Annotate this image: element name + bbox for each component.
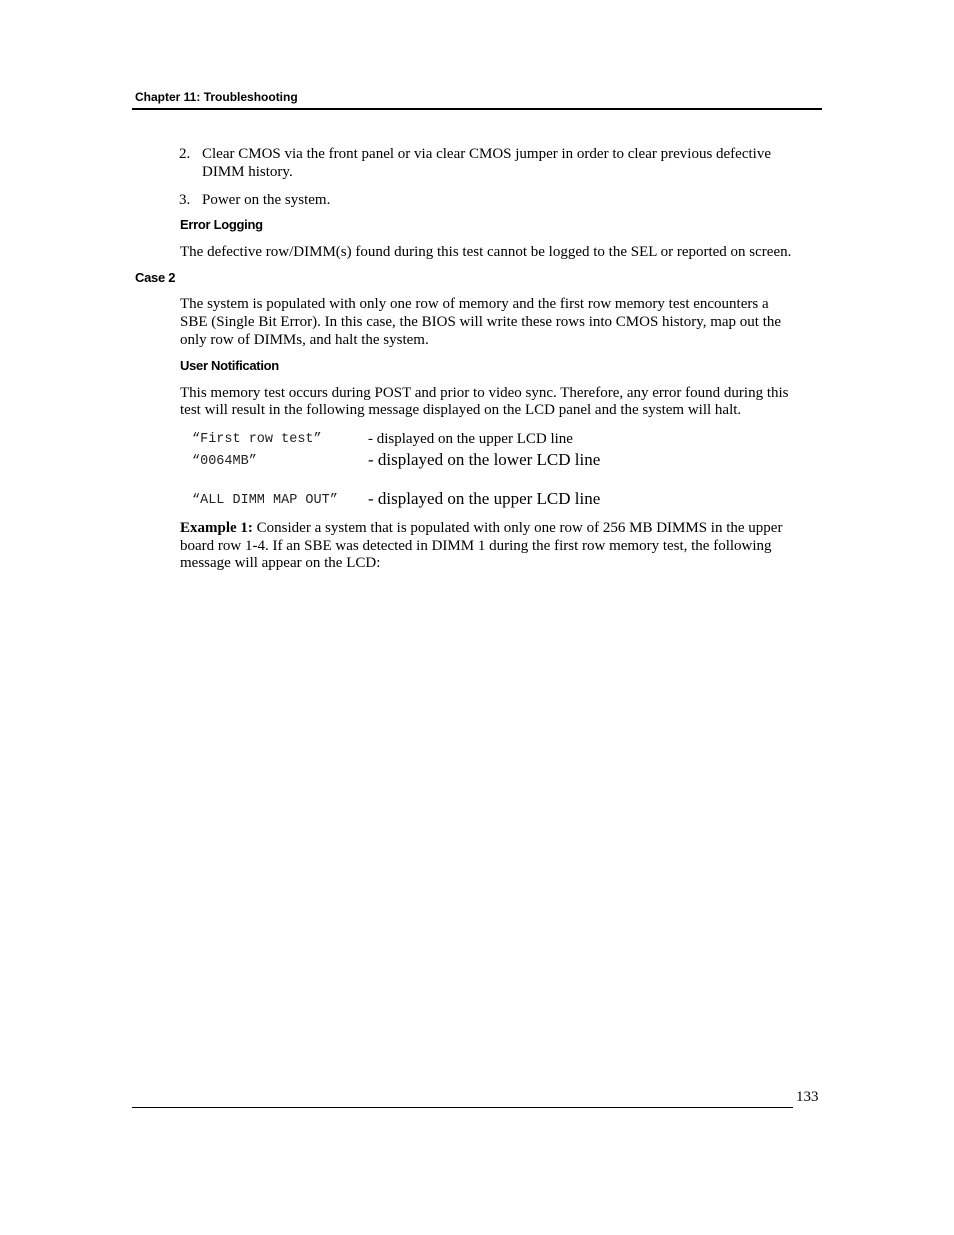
list-item-number: 2.: [179, 146, 191, 162]
chapter-header: Chapter 11: Troubleshooting: [135, 90, 298, 104]
list-item-number: 3.: [179, 192, 191, 208]
lcd-code: “0064MB”: [192, 454, 257, 469]
case2-paragraph-line: SBE (Single Bit Error). In this case, the BIOS will write these rows into CMOS history, map out the: [180, 314, 782, 330]
user-notification-paragraph-line: test will result in the following message displayed on the LCD panel and the system will halt.: [180, 402, 742, 418]
header-rule: [132, 108, 822, 110]
lcd-code: “First row test”: [192, 432, 322, 447]
case2-paragraph-line: only row of DIMMs, and halt the system.: [180, 332, 429, 348]
error-logging-heading: Error Logging: [180, 217, 263, 232]
example-paragraph-line: message will appear on the LCD:: [180, 555, 381, 571]
list-item-text: DIMM history.: [202, 164, 293, 180]
lcd-description: - displayed on the upper LCD line: [368, 431, 573, 447]
lcd-description: - displayed on the lower LCD line: [368, 450, 601, 469]
user-notification-paragraph-line: This memory test occurs during POST and prior to video sync. Therefore, any error found during this: [180, 385, 789, 401]
example-label: Example 1:: [180, 520, 253, 536]
error-logging-paragraph: The defective row/DIMM(s) found during this test cannot be logged to the SEL or reported on screen.: [180, 244, 792, 260]
example-paragraph-line: [180, 519, 782, 537]
list-item-text: Clear CMOS via the front panel or via clear CMOS jumper in order to clear previous defective: [202, 146, 771, 162]
lcd-code: “ALL DIMM MAP OUT”: [192, 493, 338, 508]
example-paragraph-line: board row 1-4. If an SBE was detected in DIMM 1 during the first row memory test, the following: [180, 538, 772, 554]
case2-paragraph-line: The system is populated with only one row of memory and the first row memory test encounters a: [180, 296, 769, 312]
footer-rule: [132, 1107, 793, 1108]
page-number: 133: [796, 1089, 819, 1105]
user-notification-heading: User Notification: [180, 358, 279, 373]
case2-heading: Case 2: [135, 270, 176, 285]
list-item-text: Power on the system.: [202, 192, 331, 208]
example-text: Consider a system that is populated with only one row of 256 MB DIMMS in the upper: [252, 520, 783, 536]
lcd-description: - displayed on the upper LCD line: [368, 489, 601, 508]
